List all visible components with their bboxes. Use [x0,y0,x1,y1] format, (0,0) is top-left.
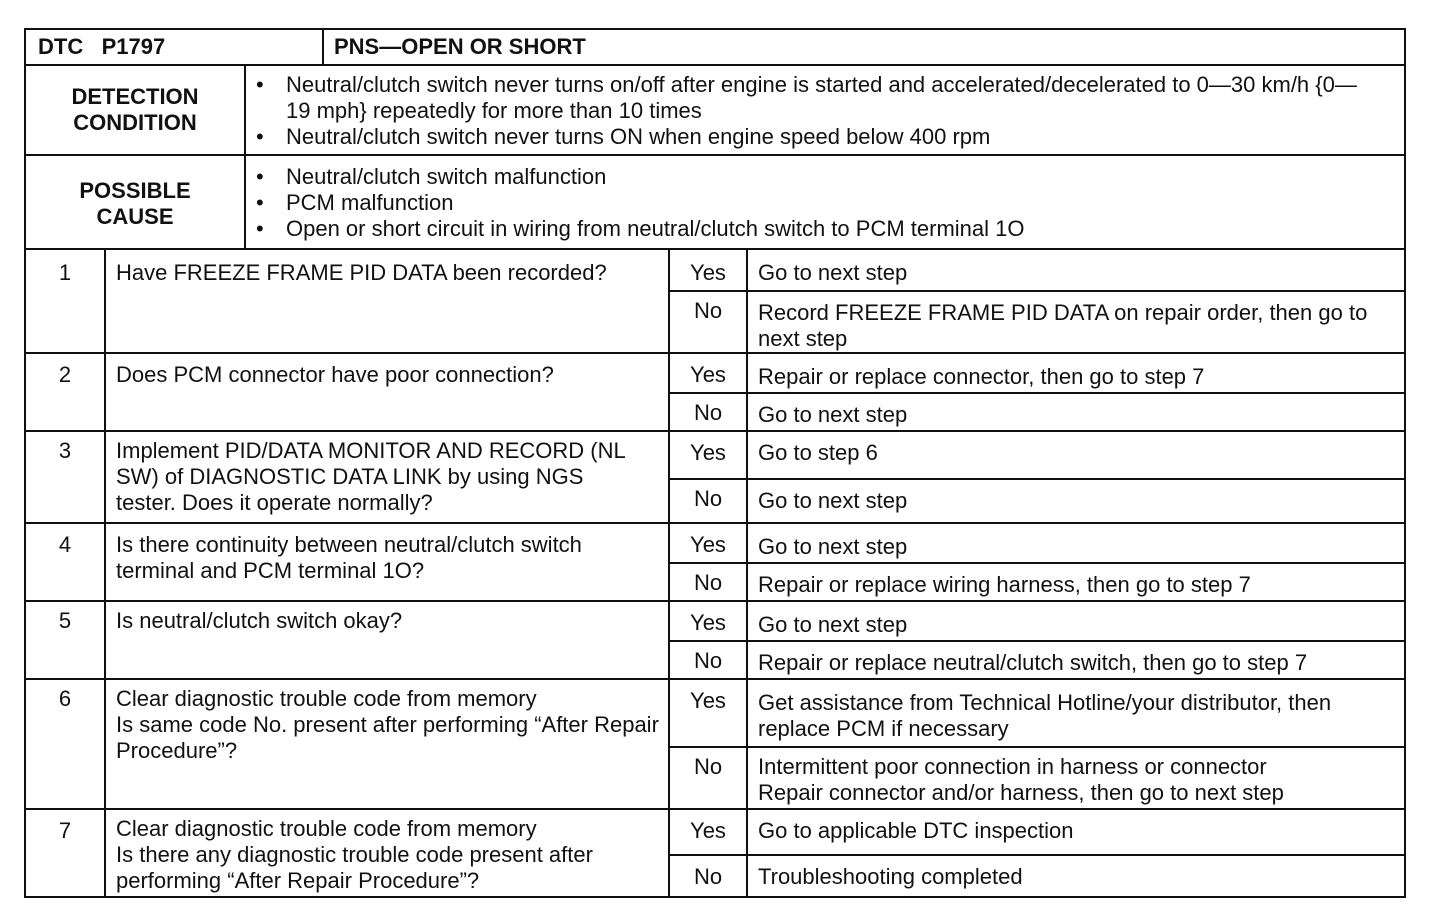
step-row [26,524,1404,602]
dtc-label: DTC [38,34,84,59]
dtc-title: PNS—OPEN OR SHORT [334,34,586,59]
no-label: No [693,400,723,425]
action-column [746,250,1404,352]
step-question-line: Clear diagnostic trouble code from memory [116,686,537,711]
step-number: 6 [58,686,72,711]
yes-action: Repair or replace connector, then go to step 7 [758,364,1205,389]
step-yes-no [668,524,1404,600]
detection-item: • Neutral/clutch switch never turns ON when engine speed below 400 rpm [246,124,1374,150]
cause-item: • Open or short circuit in wiring from neutral/clutch switch to PCM terminal 1O [246,216,1374,242]
no-action: Go to next step [758,402,908,427]
no-action [758,754,1396,806]
dtc-code: P1797 [101,34,166,59]
detection-item: • Neutral/clutch switch never turns on/off after engine is started and accelerated/decelerated to 0—30 km/h {0—19 mph} repeatedly for more than 10 times [246,72,1374,124]
yes-no-divider [670,290,1404,292]
step-yes-no [668,680,1404,808]
yes-action: Go to next step [758,260,908,285]
yes-no-divider [670,746,1404,748]
yes-no-divider [670,562,1404,564]
step-number: 4 [58,532,72,557]
step-question-line: Is there any diagnostic trouble code present after performing “After Repair Procedure”? [116,842,593,893]
no-action: Repair or replace wiring harness, then go to step 7 [758,572,1251,597]
no-action: Record FREEZE FRAME PID DATA on repair order, then go to next step [758,300,1368,351]
step-question-line: Clear diagnostic trouble code from memory [116,816,537,841]
step-question [104,680,668,808]
yes-action: Get assistance from Technical Hotline/your distributor, then replace PCM if necessary [758,690,1332,741]
yes-no-divider [670,392,1404,394]
step-yes-no [668,602,1404,678]
step-yes-no [668,354,1404,430]
yes-action: Go to next step [758,612,908,637]
yes-action: Go to applicable DTC inspection [758,818,1074,843]
cause-list [246,164,1374,242]
step-yes-no [668,250,1404,352]
no-label: No [693,570,723,595]
no-action: Go to next step [758,488,908,513]
yes-no-divider [670,640,1404,642]
yes-action: Go to step 6 [758,440,878,465]
detection-list [246,72,1374,150]
step-question: Is neutral/clutch switch okay? [104,602,668,678]
detection-label-line1: DETECTION [71,84,199,109]
detection-label [26,66,244,154]
yes-label: Yes [690,688,726,713]
step-row [26,810,1404,896]
step-number: 3 [58,438,72,463]
yes-label: Yes [690,532,726,557]
action-column [746,432,1404,522]
cause-label-line2: CAUSE [96,204,174,229]
step-number: 7 [58,818,72,843]
no-label: No [693,648,723,673]
no-label: No [693,754,723,779]
dtc-id [38,34,318,64]
yes-label: Yes [690,440,726,465]
yes-no-divider [670,478,1404,480]
yes-label: Yes [690,818,726,843]
yes-action: Go to next step [758,534,908,559]
detection-row [26,66,1404,156]
no-action: Repair or replace neutral/clutch switch, then go to step 7 [758,650,1308,675]
step-number: 5 [58,608,72,633]
step-number: 2 [58,362,72,387]
step-row [26,432,1404,524]
dtc-table [24,28,1406,898]
yes-no-divider [670,854,1404,856]
step-yes-no [668,810,1404,896]
step-yes-no [668,432,1404,522]
step-row [26,602,1404,680]
cause-label [26,156,244,248]
step-row [26,680,1404,810]
yes-label: Yes [690,610,726,635]
cause-item: • Neutral/clutch switch malfunction [246,164,1374,190]
no-label: No [693,864,723,889]
detection-content [244,66,1404,154]
header-row [26,30,1404,66]
no-action-line: Repair connector and/or harness, then go to next step [758,780,1284,805]
header-divider [322,30,1404,64]
step-question: Is there continuity between neutral/clutch switch terminal and PCM terminal 1O? [104,524,668,600]
step-question: Does PCM connector have poor connection? [104,354,668,430]
step-question [104,810,668,896]
action-column [746,680,1404,808]
step-row [26,250,1404,354]
action-column [746,810,1404,896]
step-number: 1 [58,260,72,285]
step-row [26,354,1404,432]
cause-row [26,156,1404,250]
step-question: Have FREEZE FRAME PID DATA been recorded? [104,250,668,352]
no-label: No [693,298,723,323]
no-label: No [693,486,723,511]
detection-label-line2: CONDITION [73,110,197,135]
cause-item: • PCM malfunction [246,190,1374,216]
step-question-line: Is same code No. present after performing “After Repair Procedure”? [116,712,659,763]
yes-label: Yes [690,362,726,387]
no-action: Troubleshooting completed [758,864,1023,889]
yes-label: Yes [690,260,726,285]
cause-label-line1: POSSIBLE [79,178,191,203]
no-action-line: Intermittent poor connection in harness or connector [758,754,1267,779]
cause-content [244,156,1404,248]
step-question: Implement PID/DATA MONITOR AND RECORD (NL SW) of DIAGNOSTIC DATA LINK by using NGS tester. Does it operate normally? [104,432,668,522]
